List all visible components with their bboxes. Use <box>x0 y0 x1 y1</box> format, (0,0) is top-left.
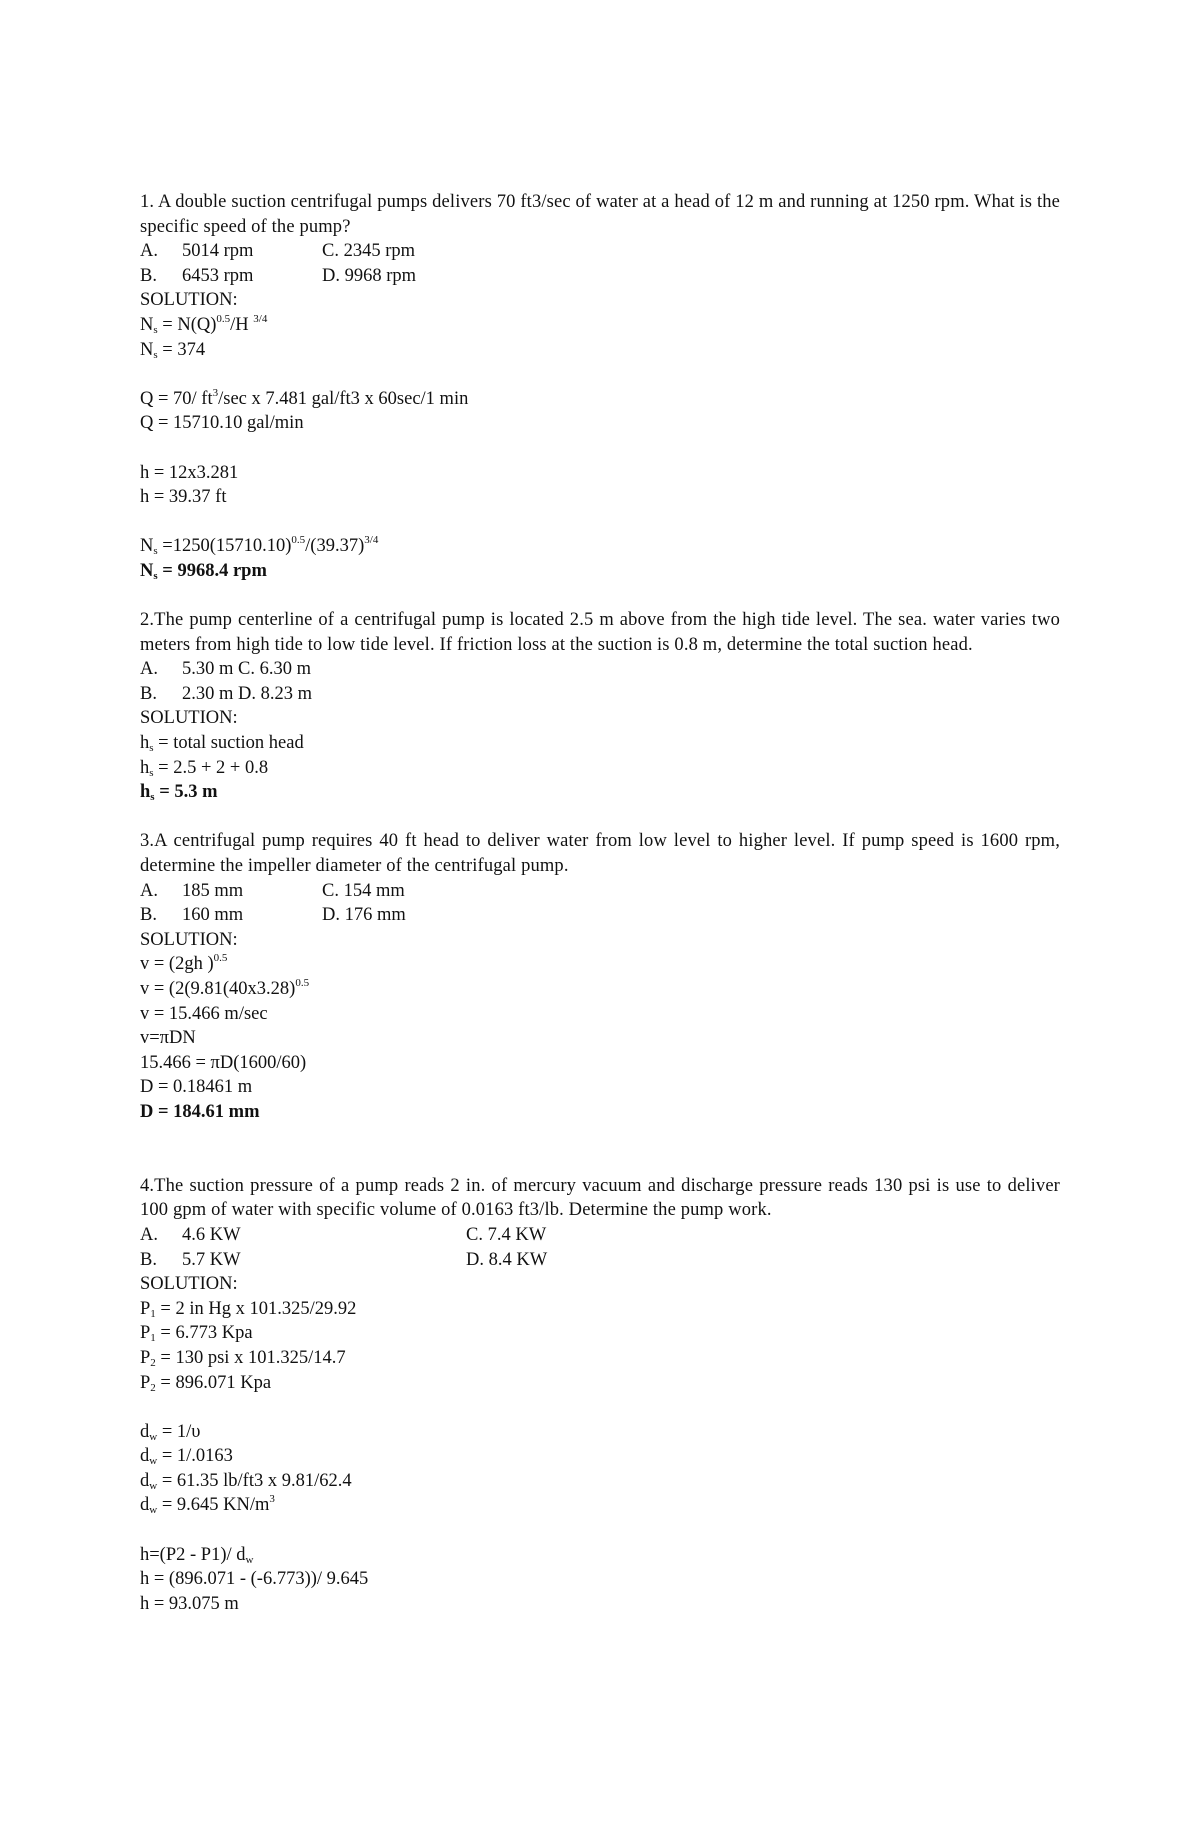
options-row <box>140 657 1060 682</box>
text: = 1/.0163 <box>157 1446 233 1467</box>
text: /sec x 7.481 gal/ft3 x 60sec/1 min <box>218 388 469 409</box>
option-value: 160 mm <box>182 905 244 926</box>
text: d <box>140 1470 150 1491</box>
subscript: w <box>149 1479 158 1492</box>
option-letter: B. <box>140 1249 157 1270</box>
final-answer <box>140 780 1060 805</box>
options-row <box>140 239 1060 264</box>
text: = 2.5 + 2 + 0.8 <box>153 757 269 778</box>
solution-label: SOLUTION: <box>140 1274 238 1295</box>
option-value: 5.7 KW <box>182 1249 241 1270</box>
text: h=(P2 - P1)/ d <box>140 1544 246 1565</box>
blank-line <box>140 1395 1060 1420</box>
options-row <box>140 1223 1060 1248</box>
solution-line: h = 12x3.281 <box>140 462 239 483</box>
text: /(39.37) <box>305 536 365 557</box>
subscript: 1 <box>150 1307 156 1320</box>
blank-line <box>140 805 1060 830</box>
subscript: w <box>149 1455 158 1468</box>
subscript: 2 <box>150 1356 156 1369</box>
text: = 130 psi x 101.325/14.7 <box>155 1347 346 1368</box>
solution-line <box>140 1493 1060 1518</box>
text: = 896.071 Kpa <box>155 1372 272 1393</box>
blank-line <box>140 1149 1060 1174</box>
option-letter: A. <box>140 1224 158 1245</box>
text: =1250(15710.10) <box>157 536 292 557</box>
text: /H <box>230 314 254 335</box>
blank-line <box>140 584 1060 609</box>
question-text: 1. A double suction centrifugal pumps delivers 70 ft3/sec of water at a head of 12 m and running at 1250 rpm. What is the specific speed of the pump? <box>140 192 1060 237</box>
solution-line <box>140 534 1060 559</box>
option-letter: A. <box>140 241 158 262</box>
solution-line: Q = 15710.10 gal/min <box>140 413 304 434</box>
solution-line <box>140 1371 1060 1396</box>
question-text: 4.The suction pressure of a pump reads 2 in. of mercury vacuum and discharge pressure reads 130 psi is use to deliver 100 gpm of water with specific volume of 0.0163 ft3/lb. Determine the pump work. <box>140 1175 1060 1221</box>
text: d <box>140 1421 150 1442</box>
superscript: 0.5 <box>291 534 306 547</box>
superscript: 3/4 <box>364 534 379 547</box>
solution-line: h = 93.075 m <box>140 1593 239 1614</box>
solution-line <box>140 1469 1060 1494</box>
solution-line <box>140 977 1060 1002</box>
text: v = (2(9.81(40x3.28) <box>140 979 296 999</box>
solution-line: 15.466 = πD(1600/60) <box>140 1052 307 1073</box>
blank-line <box>140 362 1060 387</box>
text: N <box>140 314 154 335</box>
solution-line <box>140 313 1060 338</box>
option-value: 6453 rpm <box>182 265 254 286</box>
subscript: 2 <box>150 1381 156 1394</box>
blank-line <box>140 510 1060 535</box>
text: N <box>140 560 154 581</box>
solution-line <box>140 1297 1060 1322</box>
blank-line <box>140 436 1060 461</box>
subscript: s <box>153 569 158 582</box>
text: P <box>140 1347 151 1368</box>
options-row <box>140 903 1060 928</box>
options-row <box>140 879 1060 904</box>
option-value: D. 176 mm <box>322 905 406 926</box>
solution-label: SOLUTION: <box>140 929 238 950</box>
subscript: s <box>149 742 154 755</box>
option-letter: B. <box>140 265 157 286</box>
text: = 9968.4 rpm <box>157 560 267 581</box>
question-4 <box>140 1174 1060 1617</box>
question-3 <box>140 829 1060 1124</box>
option-value: C. 7.4 KW <box>466 1224 547 1245</box>
subscript: s <box>150 791 155 804</box>
option-letter: B. <box>140 905 157 926</box>
option-value: D. 8.4 KW <box>466 1249 548 1270</box>
option-letter: B. <box>140 683 157 704</box>
solution-line: D = 0.18461 m <box>140 1077 253 1098</box>
subscript: s <box>153 323 158 336</box>
text: = N(Q) <box>157 314 217 335</box>
text: N <box>140 339 154 360</box>
text: = 61.35 lb/ft3 x 9.81/62.4 <box>157 1470 352 1491</box>
solution-line: h = 39.37 ft <box>140 487 227 508</box>
solution-line <box>140 387 1060 412</box>
text: = total suction head <box>153 733 304 754</box>
solution-label: SOLUTION: <box>140 708 238 729</box>
question-text: 3.A centrifugal pump requires 40 ft head to deliver water from low level to higher level. If pump speed is 1600 rpm, determine the impeller diameter of the centrifugal pump. <box>140 831 1060 877</box>
solution-line <box>140 952 1060 977</box>
solution-line <box>140 731 1060 756</box>
text: v = (2gh ) <box>140 954 214 975</box>
text: d <box>140 1446 150 1467</box>
option-value: C. 154 mm <box>322 880 405 901</box>
subscript: w <box>149 1504 158 1517</box>
subscript: w <box>149 1430 158 1443</box>
subscript: w <box>245 1553 254 1566</box>
text: = 5.3 m <box>154 782 218 803</box>
text: P <box>140 1323 151 1344</box>
blank-line <box>140 1518 1060 1543</box>
superscript: 3 <box>212 386 219 399</box>
options-row <box>140 1248 1060 1273</box>
solution-line <box>140 1321 1060 1346</box>
options-row <box>140 682 1060 707</box>
option-letter: A. <box>140 880 158 901</box>
question-text: 2.The pump centerline of a centrifugal pump is located 2.5 m above from the high tide level. The sea. water varies two meters from high tide to low tide level. If friction loss at the suction is 0.8 m, determine the total suction head. <box>140 610 1060 655</box>
text: P <box>140 1372 151 1393</box>
question-2 <box>140 608 1060 805</box>
subscript: s <box>153 348 158 361</box>
solution-line: h = (896.071 - (-6.773))/ 9.645 <box>140 1569 369 1590</box>
option-value: 2.30 m D. 8.23 m <box>182 683 313 704</box>
text: N <box>140 536 154 557</box>
solution-line <box>140 1346 1060 1371</box>
blank-line <box>140 1125 1060 1150</box>
superscript: 3 <box>269 1493 275 1506</box>
options-row <box>140 264 1060 289</box>
question-1 <box>140 190 1060 584</box>
text: P <box>140 1298 151 1319</box>
solution-label: SOLUTION: <box>140 290 238 311</box>
final-answer <box>140 559 1060 584</box>
text: = 9.645 KN/m <box>157 1495 270 1516</box>
final-answer: D = 184.61 mm <box>140 1101 260 1122</box>
text: = 1/υ <box>157 1421 201 1442</box>
option-value: C. 2345 rpm <box>322 241 416 262</box>
option-value: D. 9968 rpm <box>322 265 417 286</box>
text: = 6.773 Kpa <box>155 1323 253 1344</box>
subscript: s <box>149 766 154 779</box>
text: h <box>140 757 150 778</box>
solution-line <box>140 756 1060 781</box>
solution-line <box>140 1543 1060 1568</box>
option-letter: A. <box>140 659 158 680</box>
superscript: 0.5 <box>216 312 231 325</box>
text: h <box>140 733 150 754</box>
option-value: 5014 rpm <box>182 241 254 262</box>
option-value: 4.6 KW <box>182 1224 241 1245</box>
text: Q = 70/ ft <box>140 388 213 409</box>
text: = 374 <box>157 339 206 360</box>
text: d <box>140 1495 150 1516</box>
solution-line <box>140 1420 1060 1445</box>
text: h <box>140 782 151 803</box>
solution-line <box>140 1444 1060 1469</box>
subscript: s <box>153 545 158 558</box>
superscript: 0.5 <box>295 977 310 989</box>
solution-line: v=πDN <box>140 1028 196 1049</box>
superscript: 0.5 <box>213 952 228 965</box>
subscript: 1 <box>150 1332 156 1345</box>
document-content <box>140 190 1060 1616</box>
option-value: 5.30 m C. 6.30 m <box>182 659 311 680</box>
superscript: 3/4 <box>253 312 268 325</box>
option-value: 185 mm <box>182 880 244 901</box>
text: = 2 in Hg x 101.325/29.92 <box>155 1298 357 1319</box>
solution-line: v = 15.466 m/sec <box>140 1003 268 1024</box>
solution-line <box>140 338 1060 363</box>
